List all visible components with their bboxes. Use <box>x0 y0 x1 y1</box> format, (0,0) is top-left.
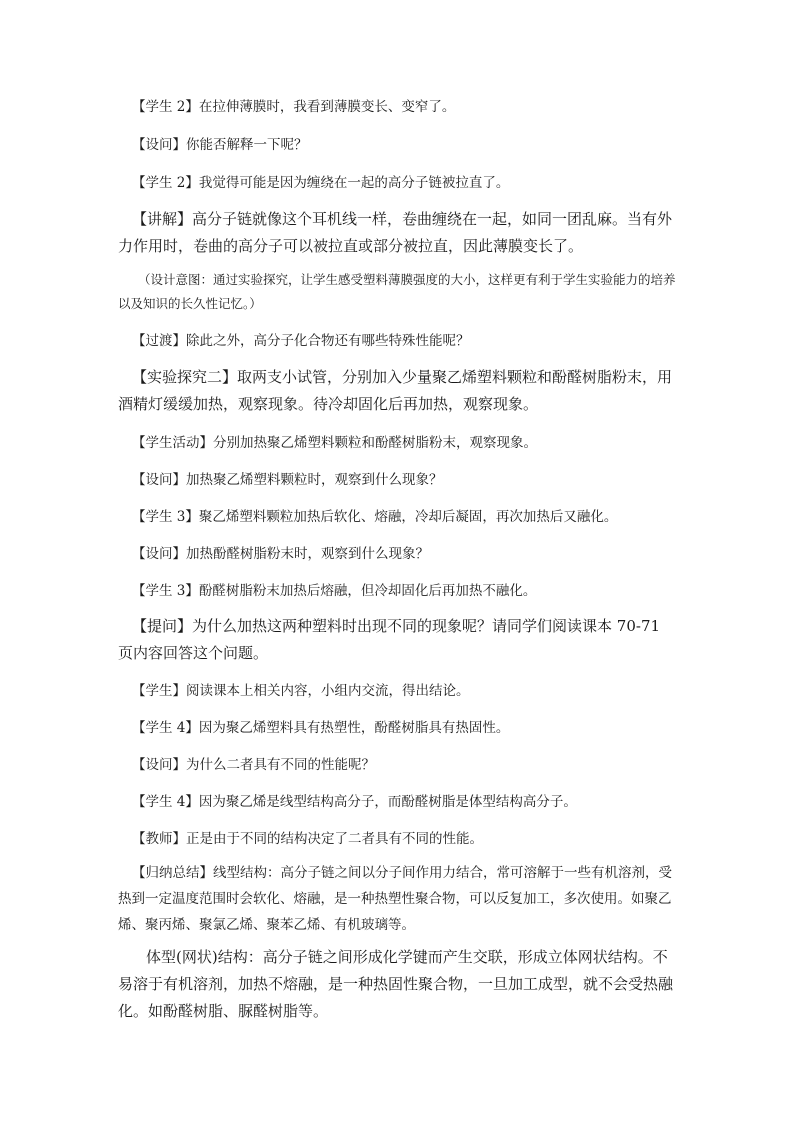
paragraph-tag: 【学生 3】 <box>132 509 199 525</box>
paragraph-tag: 【学生 3】 <box>132 583 199 599</box>
paragraph-student-activity <box>118 430 678 456</box>
paragraph-text: 因为聚乙烯塑料具有热塑性，酚醛树脂具有热固性。 <box>198 720 510 736</box>
paragraph-ask-reading <box>118 613 678 667</box>
paragraph-text: 除此之外，高分子化合物还有哪些特殊性能呢？ <box>186 333 470 349</box>
paragraph-tag: 【学生活动】 <box>132 435 213 451</box>
paragraph-student4-structure <box>118 789 678 815</box>
paragraph-text: 阅读课本上相关内容，小组内交流，得出结论。 <box>186 683 470 699</box>
paragraph-tag: 【过渡】 <box>132 333 186 349</box>
paragraph-tag: 【学生 2】 <box>132 175 199 191</box>
paragraph-summary-linear <box>118 860 678 938</box>
paragraph-text: 取两支小试管，分别加入少量聚乙烯塑料颗粒和酚醛树脂粉末，用酒精灯缓缓加热，观察现象。待冷却固化后再加热，观察现象。 <box>118 368 673 413</box>
paragraph-text: 你能否解释一下呢？ <box>186 137 308 153</box>
paragraph-text: 高分子链就像这个耳机线一样，卷曲缠绕在一起，如同一团乱麻。当有外力作用时，卷曲的高分子可以被拉直或部分被拉直，因此薄膜变长了。 <box>118 210 673 255</box>
paragraph-student3-pf <box>118 578 678 604</box>
paragraph-tag: 【实验探究二】 <box>132 368 238 386</box>
paragraph-design-intent <box>118 268 678 316</box>
paragraph-tag: 【设问】 <box>132 137 186 153</box>
paragraph-student3-pe <box>118 504 678 530</box>
paragraph-teacher <box>118 826 678 852</box>
paragraph-text: 正是由于不同的结构决定了二者具有不同的性能。 <box>186 831 483 847</box>
paragraph-student4-property <box>118 715 678 741</box>
paragraph-text: 为什么二者具有不同的性能呢？ <box>186 757 375 773</box>
paragraph-text: 聚乙烯塑料颗粒加热后软化、熔融，冷却后凝固，再次加热后又融化。 <box>198 509 618 525</box>
paragraph-text: 加热酚醛树脂粉末时，观察到什么现象？ <box>186 546 429 562</box>
paragraph-tag: 【设问】 <box>132 757 186 773</box>
paragraph-text: 体型(网状)结构：高分子链之间形成化学键而产生交联，形成立体网状结构。不易溶于有机溶剂，加热不熔融，是一种热固性聚合物，一旦加工成型，就不会受热融化。如酚醛树脂、脲醛树脂等。 <box>118 948 674 1020</box>
paragraph-tag: 【学生 4】 <box>132 794 199 810</box>
paragraph-student-reading <box>118 678 678 704</box>
paragraph-tag: 【讲解】 <box>132 210 193 228</box>
paragraph-text: 我觉得可能是因为缠绕在一起的高分子链被拉直了。 <box>198 175 510 191</box>
paragraph-transition <box>118 328 678 354</box>
paragraph-question-why <box>118 752 678 778</box>
paragraph-student2-stretch <box>118 94 678 120</box>
paragraph-text: 线型结构：高分子链之间以分子间作用力结合，常可溶解于一些有机溶剂，受热到一定温度范围时会软化、熔融，是一种热塑性聚合物，可以反复加工，多次使用。如聚乙烯、聚丙烯、聚氯乙烯、聚苯乙烯、有机玻璃等。 <box>118 865 672 933</box>
paragraph-text: 酚醛树脂粉末加热后熔融，但冷却固化后再加热不融化。 <box>198 583 537 599</box>
paragraph-experiment-two <box>118 364 678 418</box>
paragraph-text: 分别加热聚乙烯塑料颗粒和酚醛树脂粉末，观察现象。 <box>213 435 537 451</box>
paragraph-student2-answer <box>118 170 678 196</box>
paragraph-tag: 【提问】 <box>132 617 193 635</box>
paragraph-tag: 【设问】 <box>132 472 186 488</box>
paragraph-text: 加热聚乙烯塑料颗粒时，观察到什么现象？ <box>186 472 443 488</box>
paragraph-question-pe <box>118 467 678 493</box>
paragraph-tag: 【学生 2】 <box>132 99 199 115</box>
paragraph-text: （设计意图：通过实验探究，让学生感受塑料薄膜强度的大小，这样更有利于学生实验能力的培养以及知识的长久性记忆。） <box>118 272 676 311</box>
paragraph-network-structure <box>118 944 678 1025</box>
paragraph-tag: 【设问】 <box>132 546 186 562</box>
paragraph-tag: 【学生 4】 <box>132 720 199 736</box>
paragraph-text: 为什么加热这两种塑料时出现不同的现象呢？请同学们阅读课本 70-71 页内容回答这个问题。 <box>118 617 661 662</box>
paragraph-tag: 【归纳总结】 <box>132 865 213 881</box>
paragraph-tag: 【教师】 <box>132 831 186 847</box>
paragraph-lecture <box>118 206 678 260</box>
paragraph-text: 在拉伸薄膜时，我看到薄膜变长、变窄了。 <box>198 99 456 115</box>
paragraph-text: 因为聚乙烯是线型结构高分子，而酚醛树脂是体型结构高分子。 <box>198 794 577 810</box>
paragraph-question-explain <box>118 132 678 158</box>
paragraph-question-pf <box>118 541 678 567</box>
paragraph-tag: 【学生】 <box>132 683 186 699</box>
